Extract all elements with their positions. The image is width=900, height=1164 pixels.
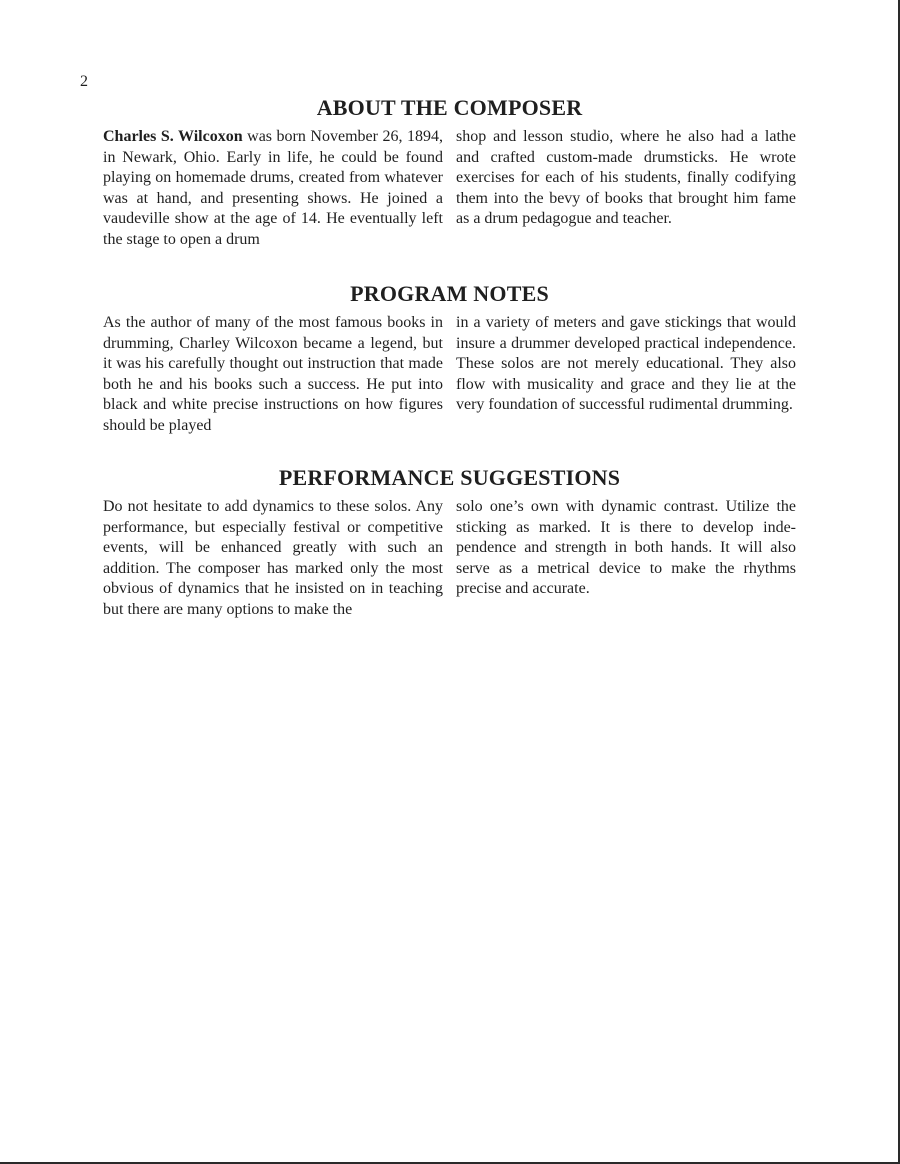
right-column xyxy=(456,497,796,621)
composer-name: Charles S. Wilcoxon xyxy=(103,128,243,145)
left-column xyxy=(103,497,443,621)
right-column xyxy=(456,127,796,251)
section-heading: ABOUT THE COMPOSER xyxy=(316,95,583,120)
two-column-body xyxy=(103,313,796,437)
left-column xyxy=(103,127,443,251)
paragraph-text: As the author of many of the most famous books in drumming, Charley Wilcoxon became a legend, but it was his carefully thought out instruction that made both he and his books such a success. He put into black and white precise instructions on how figures should be played xyxy=(103,314,443,434)
page-number: 2 xyxy=(80,73,88,90)
paragraph-text: Do not hesitate to add dynamics to these solos. Any performance, but especially festival or competitive events, will be enhanced greatly with such an addition. The composer has marked only the most obvious of dynamics that he insisted on in teaching but there are many options to make the xyxy=(103,498,443,618)
performance-suggestions-section xyxy=(103,465,796,621)
two-column-body xyxy=(103,497,796,621)
section-heading: PERFORMANCE SUGGESTIONS xyxy=(278,465,621,490)
paragraph-text: in a variety of meters and gave stickings that would insure a drummer developed practical independence. These solos are not merely educational. They also flow with musicality and grace and they lie at the very foundation of successful rudimental drumming. xyxy=(456,314,796,414)
program-notes-section xyxy=(103,281,796,437)
paragraph-text: solo one’s own with dynamic contrast. Utilize the sticking as marked. It is there to develop independence and strength in both hands. It will also serve as a metrical device to make the rhythms precise and accurate. xyxy=(456,498,796,598)
section-heading: PROGRAM NOTES xyxy=(350,281,549,306)
paragraph-text: was born November 26, 1894, in Newark, Ohio. Early in life, he could be found playing on homemade drums, created from whatever was at hand, and presenting shows. He joined a vaudeville show at the age of 14. He eventually left the stage to open a drum xyxy=(103,128,443,248)
paragraph-text: shop and lesson studio, where he also had a lathe and crafted custom-made drumsticks. He wrote exercises for each of his students, finally codifying them into the bevy of books that brought him fame as a drum pedagogue and teacher. xyxy=(456,128,796,228)
paragraph xyxy=(103,127,443,251)
left-column xyxy=(103,313,443,437)
right-column xyxy=(456,313,796,437)
two-column-body xyxy=(103,127,796,251)
about-the-composer-section xyxy=(103,95,796,251)
